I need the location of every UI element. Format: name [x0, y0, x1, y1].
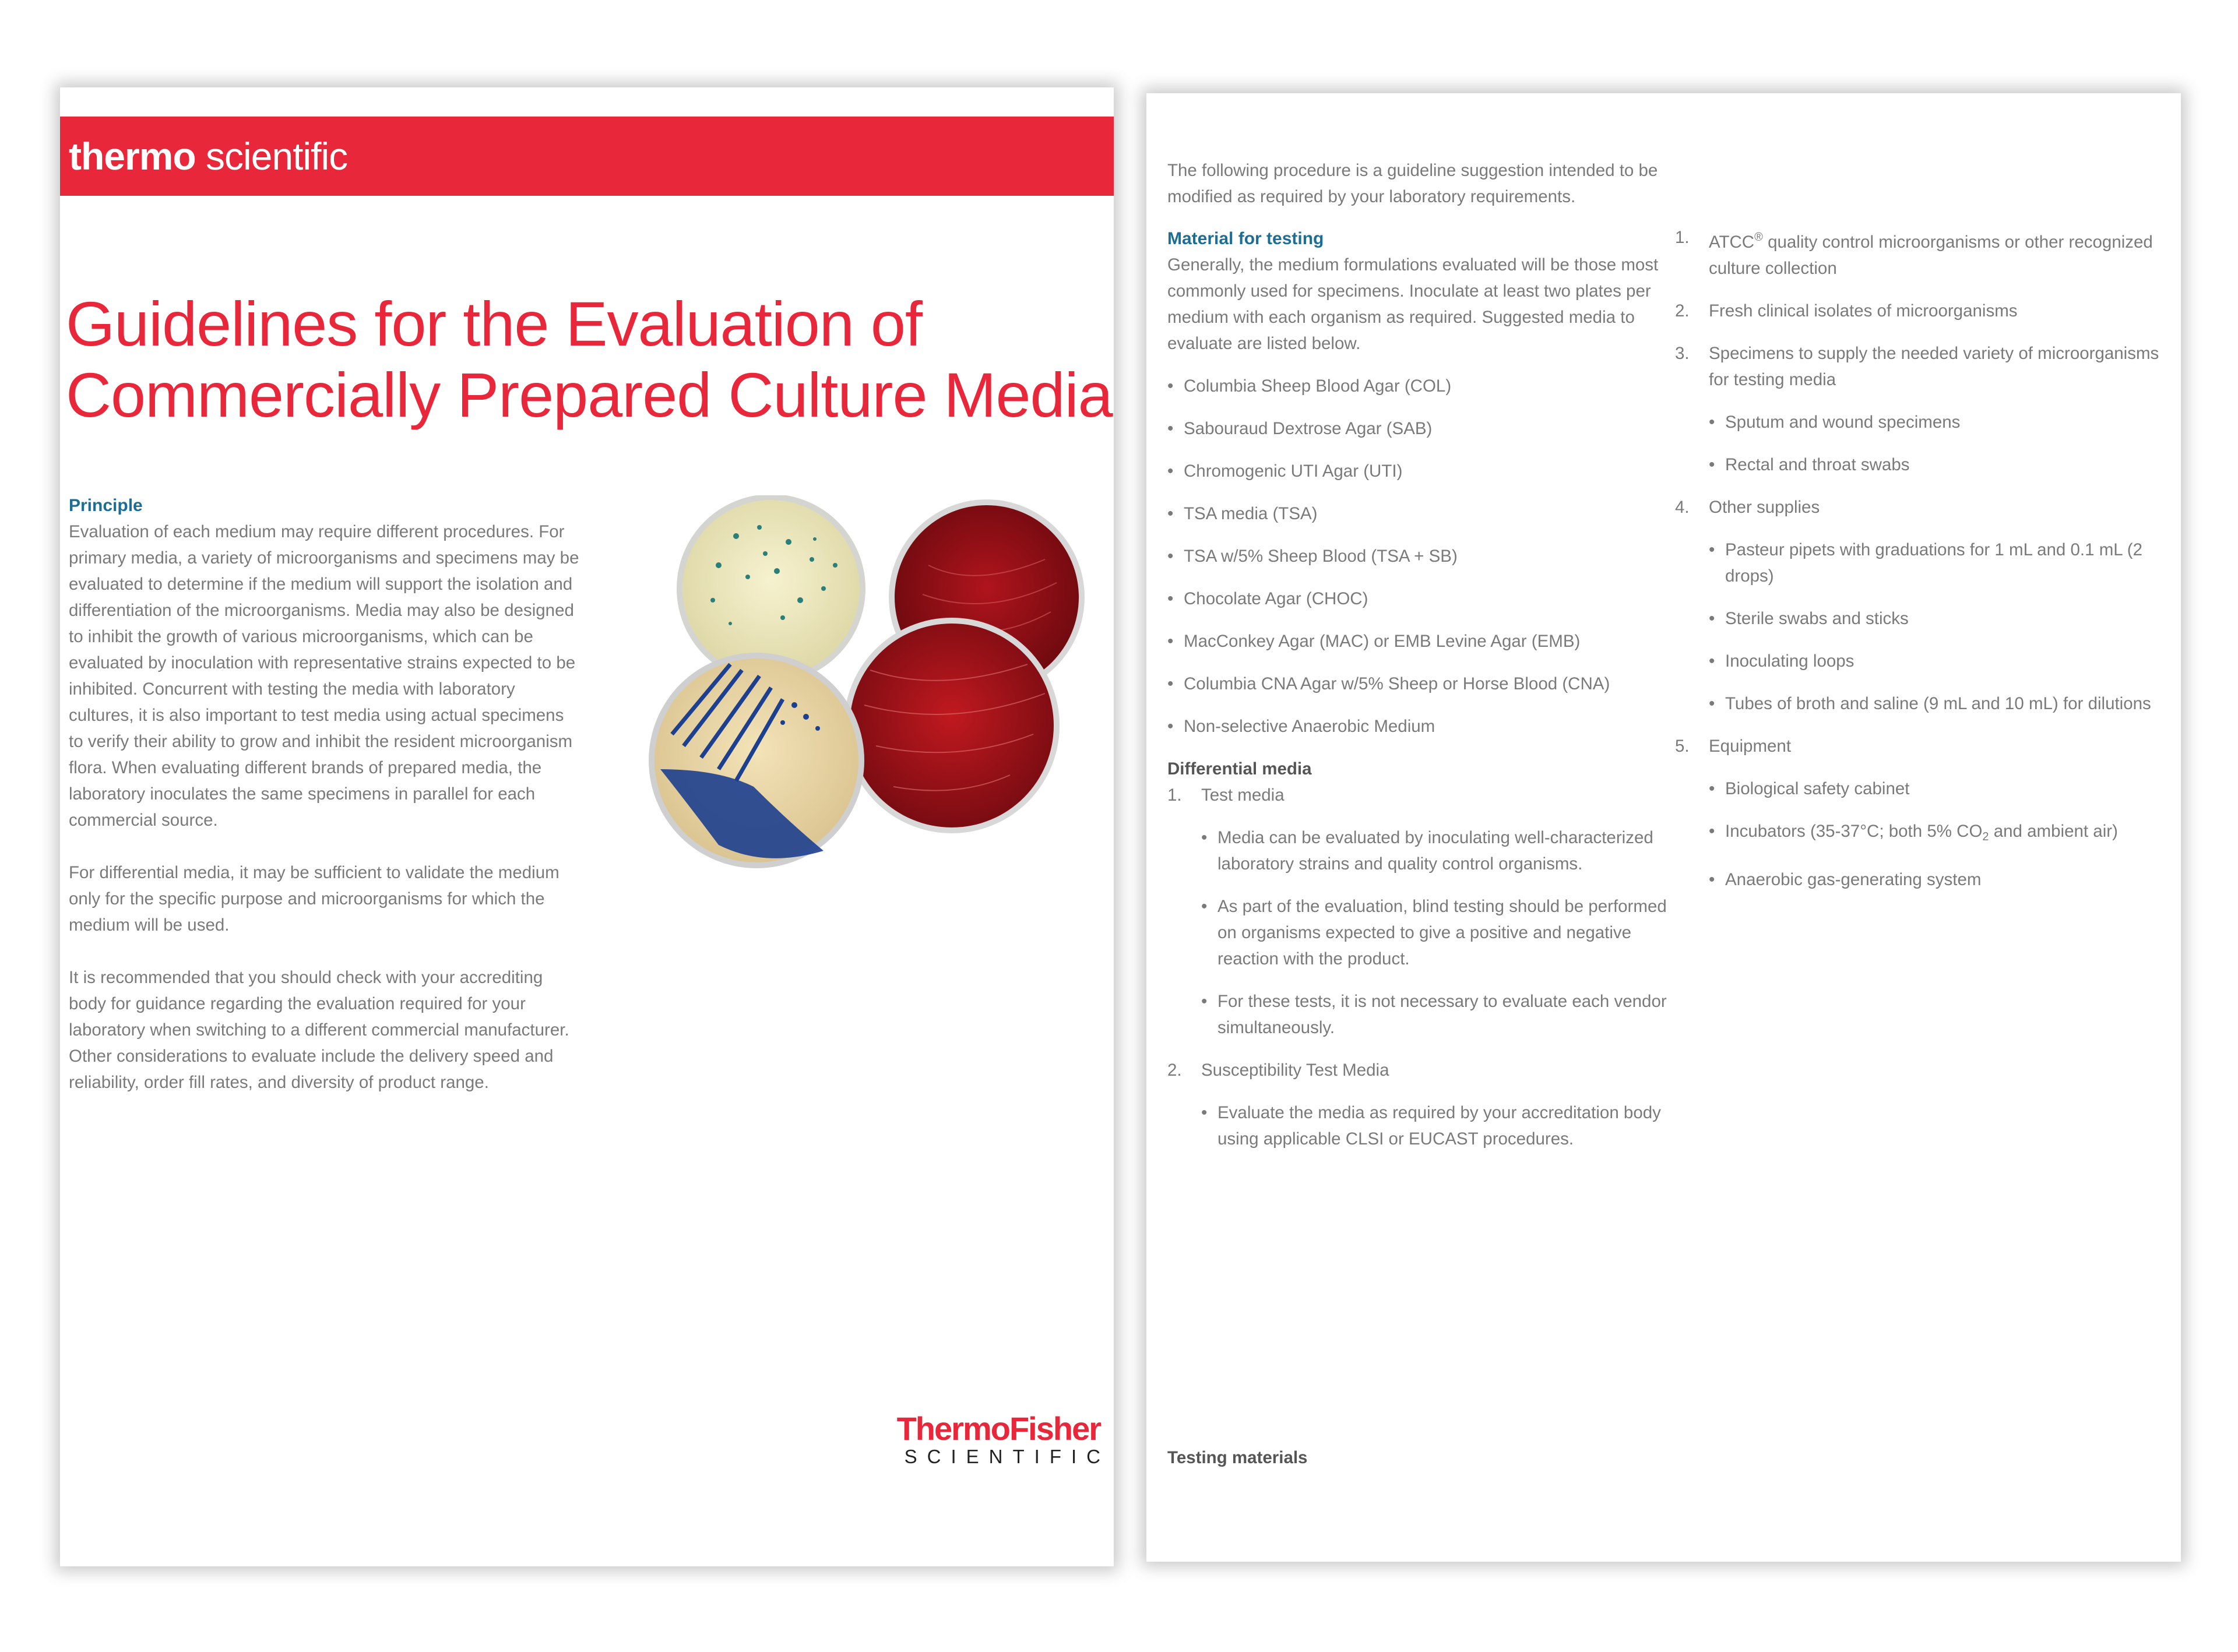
left-column: [1167, 157, 1674, 1152]
principle-paragraph-3: It is recommended that you should check with your accrediting body for guidance regarding the evaluation required for your laboratory when switching to a different commercial manufacturer. Other considerations to evaluate include the delivery speed and reliability, order fill rates, and diversity of product range.: [69, 968, 569, 1092]
media-item: • TSA w/5% Sheep Blood (TSA + SB): [1167, 543, 1674, 569]
principle-paragraph-1: Evaluation of each medium may require different procedures. For primary media, a variety of microorganisms and specimens may be evaluated to determine if the medium will support the isolation and differentiation of the microorganisms. Media may also be designed to inhibit the growth of various microorganisms, which can be evaluated by inoculation with representative strains expected to be inhibited. Concurrent with testing the media with laboratory cultures, it is also important to test media using actual specimens to verify their ability to grow and inhibit the resident microorganism flora. When evaluating different brands of prepared media, the laboratory inoculates the same specimens in parallel for each commercial source.: [69, 522, 579, 830]
material-heading: Material for testing: [1167, 229, 1324, 248]
logo-line-1: ThermoFisher: [896, 1410, 1100, 1447]
right-sub-bullet: • Sputum and wound specimens: [1675, 409, 2176, 435]
right-sub-bullet: • Tubes of broth and saline (9 mL and 10 mL) for dilutions: [1675, 691, 2176, 717]
title-line-2: Commercially Prepared Culture Media: [66, 360, 1113, 430]
right-item-4: 4. Other supplies: [1675, 498, 1820, 517]
media-item: • Sabouraud Dextrose Agar (SAB): [1167, 415, 1674, 442]
diff-item-2: 2. Susceptibility Test Media: [1167, 1061, 1389, 1080]
diff-item-1: 1. Test media: [1167, 786, 1285, 805]
diff-bullet: • As part of the evaluation, blind testing should be performed on organisms expected to give a positive and negative reaction with the product.: [1167, 893, 1674, 972]
media-item: • MacConkey Agar (MAC) or EMB Levine Agar (EMB): [1167, 628, 1674, 654]
media-item: • Chromogenic UTI Agar (UTI): [1167, 458, 1674, 484]
media-item: • Non-selective Anaerobic Medium: [1167, 713, 1674, 739]
title-line-1: Guidelines for the Evaluation of: [66, 288, 922, 359]
logo-line-2: SCIENTIFIC: [904, 1446, 1110, 1467]
right-column: [1675, 224, 2176, 893]
right-sub-bullet: • Incubators (35-37°C; both 5% $CO_2$ and ambient air): [1675, 818, 2176, 850]
media-item: • TSA media (TSA): [1167, 501, 1674, 527]
differential-heading: Differential media: [1167, 759, 1312, 779]
diff-bullet: • Evaluate the media as required by your accreditation body using applicable CLSI or EUCAST procedures.: [1167, 1100, 1674, 1152]
right-sub-bullet: • Pasteur pipets with graduations for 1 mL and 0.1 mL (2 drops): [1675, 537, 2176, 589]
principle-paragraph-2: For differential media, it may be sufficient to validate the medium only for the specific purpose and microorganisms for which the medium will be used.: [69, 863, 560, 935]
diff-bullet: • For these tests, it is not necessary to evaluate each vendor simultaneously.: [1167, 988, 1674, 1041]
petri-dishes-image: [649, 495, 1150, 927]
material-paragraph: Generally, the medium formulations evaluated will be those most commonly used for specimens. Inoculate at least two plates per medium with each organism as required. Suggested media to evaluate are listed below.: [1167, 255, 1659, 353]
intro-paragraph: The following procedure is a guideline suggestion intended to be modified as required by your laboratory requirements.: [1167, 161, 1658, 206]
thermo-fisher-logo: [861, 1410, 1110, 1467]
right-item-1: 1. ATCC® quality control microorganisms or other recognized culture collection: [1675, 228, 2153, 278]
right-sub-bullet: • Biological safety cabinet: [1675, 776, 2176, 802]
right-item-3: 3. Specimens to supply the needed variety of microorganisms for testing media: [1675, 344, 2159, 389]
right-sub-bullet: • Rectal and throat swabs: [1675, 452, 2176, 478]
thermo-scientific-logo: thermo scientific: [69, 135, 348, 178]
media-item: • Columbia CNA Agar w/5% Sheep or Horse Blood (CNA): [1167, 671, 1674, 697]
brand-banner: [60, 117, 1114, 196]
right-sub-bullet: • Anaerobic gas-generating system: [1675, 866, 2176, 893]
principle-section: [69, 492, 582, 1122]
right-item-2: 2. Fresh clinical isolates of microorganisms: [1675, 301, 2018, 320]
brochure-page-1: [60, 87, 1114, 1566]
right-sub-bullet: • Sterile swabs and sticks: [1675, 605, 2176, 632]
right-item-5: 5. Equipment: [1675, 737, 1792, 756]
media-item: • Chocolate Agar (CHOC): [1167, 586, 1674, 612]
diff-bullet: • Media can be evaluated by inoculating well-characterized laboratory strains and quality control organisms.: [1167, 825, 1674, 877]
media-item: • Columbia Sheep Blood Agar (COL): [1167, 373, 1674, 399]
principle-heading: Principle: [69, 496, 143, 515]
brochure-page-2: [1146, 93, 2181, 1562]
right-sub-bullet: • Inoculating loops: [1675, 648, 2176, 674]
page-footer: Testing materials: [1167, 1448, 1308, 1467]
document-title: [66, 288, 1113, 431]
